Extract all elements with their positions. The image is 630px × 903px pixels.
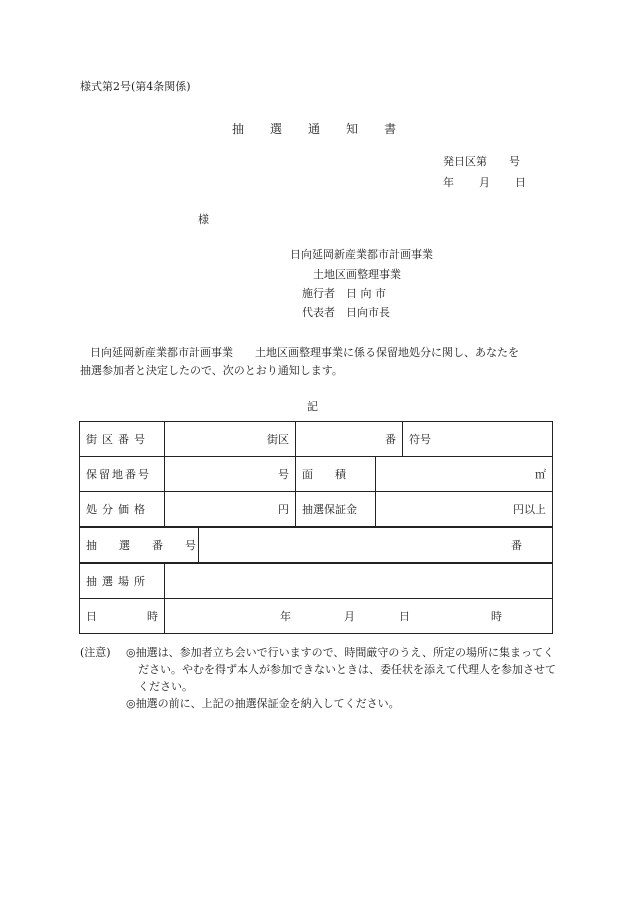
issuer-representative: 代表者 日向市長 [302, 306, 390, 319]
go-cell: 号 [165, 457, 296, 492]
issue-suffix: 号 [509, 155, 520, 168]
lottery-no-cell: 番 [199, 527, 553, 563]
issue-date [443, 177, 526, 188]
table-row [80, 457, 553, 492]
issuer-project: 日向延岡新産業都市計画事業 [290, 248, 433, 261]
lottery-place-cell [165, 563, 553, 599]
body-line: 日向延岡新産業都市計画事業 土地区画整理事業に係る保留地処分に関し、あなたを [90, 346, 519, 359]
notes-prefix: (注意) [80, 646, 111, 659]
datetime-cell: 年 月 日 時 [165, 599, 553, 634]
date-month: 月 [479, 176, 490, 189]
ban-cell: 番 [296, 422, 403, 457]
date-year: 年 [443, 176, 454, 189]
issue-prefix: 発日区第 [443, 155, 487, 168]
fugo-cell: 符号 [403, 422, 553, 457]
yen-cell: 円 [165, 492, 296, 528]
label-street-no: 街区番号 [80, 422, 165, 457]
date-day: 日 [515, 176, 526, 189]
label-lottery-place: 抽選場所 [80, 563, 165, 599]
lottery-details-table [79, 421, 553, 634]
table-row [80, 599, 553, 634]
label-lottery-no: 抽選番号 [80, 527, 199, 563]
title-char: 知 [346, 122, 359, 136]
deposit-label: 抽選保証金 [296, 492, 376, 528]
ki-heading: 記 [307, 400, 318, 413]
issuer-executor: 施行者 日 向 市 [302, 287, 386, 300]
table-row [80, 527, 553, 563]
deposit-cell: 円以上 [376, 492, 553, 528]
table-row [80, 492, 553, 528]
label-reserve-no: 保留地番号 [80, 457, 165, 492]
area-label: 面 積 [296, 457, 376, 492]
label-price: 処分価格 [80, 492, 165, 528]
table-row [80, 563, 553, 599]
note-item: ◎抽選は、参加者立ち会いで行いますので、時間厳守のうえ、所定の場所に集まってください。やむを得ず本人が参加できないときは、委任状を添えて代理人を参加させてください。 [126, 646, 556, 693]
issue-number [443, 156, 520, 167]
notice-body [80, 344, 555, 380]
document-title [232, 123, 396, 135]
label-datetime: 日 時 [80, 599, 165, 634]
area-unit: ㎡ [376, 457, 553, 492]
note-item: ◎抽選の前に、上記の抽選保証金を納入してください。 [126, 697, 400, 710]
table-row [80, 422, 553, 457]
title-char: 抽 [232, 122, 245, 136]
street-cell: 街区 [165, 422, 296, 457]
issuer-subproject: 土地区画整理事業 [313, 268, 401, 281]
recipient-honorific: 様 [198, 213, 209, 226]
title-char: 通 [308, 122, 321, 136]
form-number: 様式第2号(第4条関係) [80, 80, 191, 93]
body-line: 抽選参加者と決定したので、次のとおり通知します。 [80, 364, 343, 377]
title-char: 書 [384, 122, 397, 136]
title-char: 選 [270, 122, 283, 136]
